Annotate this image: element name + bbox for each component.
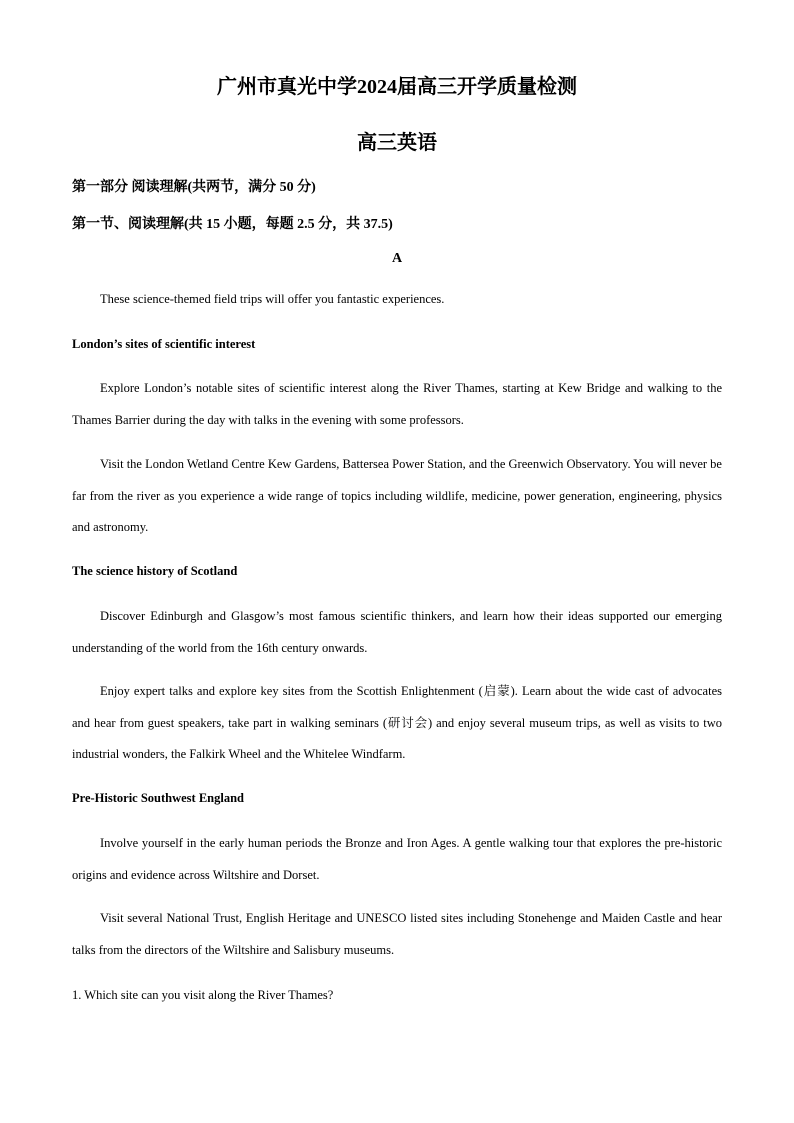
- paragraph: Visit several National Trust, English Heritage and UNESCO listed sites including Stonehenge and Maiden Castle and hear talks from the directors of the Wiltshire and Salisbury museums.: [72, 911, 722, 957]
- section-one-heading: 第一节、阅读理解(共 15 小题，每题 2.5 分，共 37.5): [72, 217, 393, 232]
- paragraph: Discover Edinburgh and Glasgow’s most famous scientific thinkers, and learn how their ideas supported our emerging understanding of the world from the 16th century onwards.: [72, 609, 722, 655]
- trip-body-london-2: [72, 449, 722, 544]
- paragraph: Involve yourself in the early human periods the Bronze and Iron Ages. A gentle walking tour that explores the pre-historic origins and evidence across Wiltshire and Dorset.: [72, 836, 722, 882]
- intro-paragraph: These science-themed field trips will offer you fantastic experiences.: [100, 292, 445, 306]
- passage-intro: [72, 284, 722, 316]
- part-one-heading: 第一部分 阅读理解(共两节，满分 50 分): [72, 180, 316, 195]
- paragraph: Explore London’s notable sites of scientific interest along the River Thames, starting at Kew Bridge and walking to the Thames Barrier during the day with talks in the evening with some professors.: [72, 381, 722, 427]
- question-1: 1. Which site can you visit along the River Thames?: [72, 988, 334, 1002]
- trip-heading-southwest: Pre-Historic Southwest England: [72, 791, 244, 805]
- trip-heading-scotland: The science history of Scotland: [72, 564, 238, 578]
- paragraph: Enjoy expert talks and explore key sites from the Scottish Enlightenment (启蒙). Learn about the wide cast of advocates and hear from guest speakers, take part in walking seminars (研讨会) and enjoy several museum trips, as well as visits to two industrial wonders, the Falkirk Wheel and the Whitelee Windfarm.: [72, 684, 722, 761]
- passage-letter: A: [391, 251, 403, 266]
- trip-body-scotland-1: [72, 601, 722, 664]
- trip-body-london-1: [72, 373, 722, 436]
- exam-title: 广州市真光中学2024届高三开学质量检测: [217, 76, 577, 98]
- exam-subtitle: 高三英语: [357, 132, 437, 154]
- paragraph: Visit the London Wetland Centre Kew Gardens, Battersea Power Station, and the Greenwich Observatory. You will never be far from the river as you experience a wide range of topics including wildlife, medicine, power generation, engineering, physics and astronomy.: [72, 457, 722, 534]
- trip-body-southwest-2: [72, 903, 722, 966]
- trip-body-scotland-2: [72, 676, 722, 771]
- trip-heading-london: London’s sites of scientific interest: [72, 337, 256, 351]
- trip-body-southwest-1: [72, 828, 722, 891]
